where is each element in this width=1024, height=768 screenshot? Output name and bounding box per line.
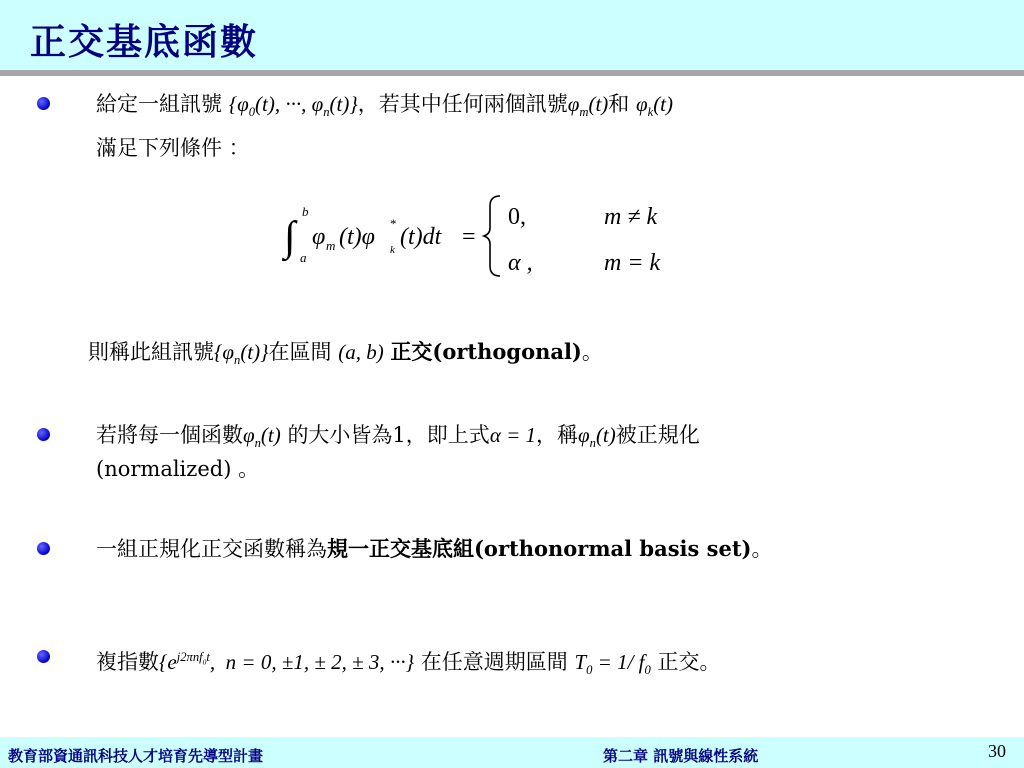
b2-phi: $\varphi_n(t)$ [243, 423, 281, 451]
b3-end: 。 [751, 537, 773, 561]
b2-phi2: $\varphi_n(t)$ [578, 423, 616, 451]
svg-text:(t)dt: (t)dt [400, 224, 442, 250]
b1-set: {$\varphi_0(t)$, ···, $\varphi_n(t)$} [228, 92, 358, 120]
footer-band [0, 737, 1024, 768]
b1-text-a: 給定一組訊號 [96, 92, 222, 116]
b2-text-a: 若將每一個函數 [96, 423, 243, 447]
b4-period: $T_0 = 1/$ $f_0$ [574, 650, 651, 678]
b1-concl-a: 則稱此組訊號 [88, 340, 214, 364]
b1-phi-m: $\varphi_m(t)$ [567, 92, 609, 120]
b4-set: {$e^{j2\pi nf_0t}$, n = 0, ±1, ± 2, ± 3, ···} [159, 650, 415, 674]
b4-text-b: 在任意週期區間 [420, 650, 568, 674]
svg-text:k: k [390, 244, 395, 256]
header-band [0, 0, 1024, 70]
b1-concl-bold: 正交(orthogonal) [390, 339, 582, 364]
eq-case-1-condition: m ≠ k [604, 204, 658, 230]
title-divider [0, 70, 1024, 76]
eq-case-2-condition: m = k [604, 250, 661, 276]
eq-case-2-value: α , [508, 250, 533, 276]
b1-concl-b: 在區間 [268, 340, 332, 364]
bullet-2-marker [37, 428, 50, 441]
b1-line-2: 滿足下列條件 ： [96, 136, 250, 160]
b1-concl-interval: (a, b) [338, 340, 384, 364]
b1-concl-end: 。 [581, 340, 603, 364]
b4-text-a: 複指數 [96, 650, 159, 674]
bullet-3-line [96, 535, 772, 563]
b1-phi-k: $\varphi_k(t)$ [635, 92, 674, 120]
b3-bold: 規一正交基底組(orthonormal basis set) [327, 536, 752, 561]
bullet-3-marker [37, 542, 50, 555]
b1-concl-set: $\{\varphi_n(t)\}$ [214, 340, 269, 368]
bullet-1-line-1 [96, 90, 673, 126]
slide-title: 正交基底函數 [30, 21, 259, 63]
b1-conclusion [88, 338, 603, 374]
page-number: 30 [988, 741, 1006, 761]
equation-graphic [282, 190, 702, 280]
b1-text-b: ，若其中任何兩個訊號 [357, 92, 568, 116]
b2-line-2: (normalized) 。 [96, 457, 260, 481]
bullet-2-line-1 [96, 421, 700, 457]
footer-chapter: 第二章 訊號與線性系統 [603, 747, 759, 765]
eq-case-1-value: 0, [508, 204, 526, 230]
b2-text-b: 的大小皆為1，即上式 [287, 423, 490, 447]
svg-text:b: b [302, 204, 309, 219]
footer-program: 教育部資通訊科技人才培育先導型計畫 [8, 747, 264, 765]
svg-text:m: m [326, 238, 336, 253]
b4-text-c: 正交。 [650, 650, 721, 674]
bullet-4-marker [37, 650, 50, 663]
orthogonality-equation [282, 190, 702, 280]
bullet-1-marker [37, 97, 50, 110]
b3-text-a: 一組正規化正交函數稱為 [96, 537, 327, 561]
b2-text-c: ，稱 [536, 423, 579, 447]
svg-text:∫: ∫ [284, 214, 296, 260]
b1-text-c: 和 [608, 92, 630, 116]
svg-text:a: a [300, 250, 307, 265]
b2-alpha: α = 1 [489, 423, 537, 447]
svg-text:φ: φ [312, 224, 326, 250]
svg-text:(t)φ: (t)φ [339, 224, 375, 250]
svg-text:*: * [390, 216, 397, 231]
b2-text-d: 被正規化 [615, 423, 700, 447]
svg-text:=: = [462, 224, 476, 250]
bullet-4-line [96, 643, 721, 684]
